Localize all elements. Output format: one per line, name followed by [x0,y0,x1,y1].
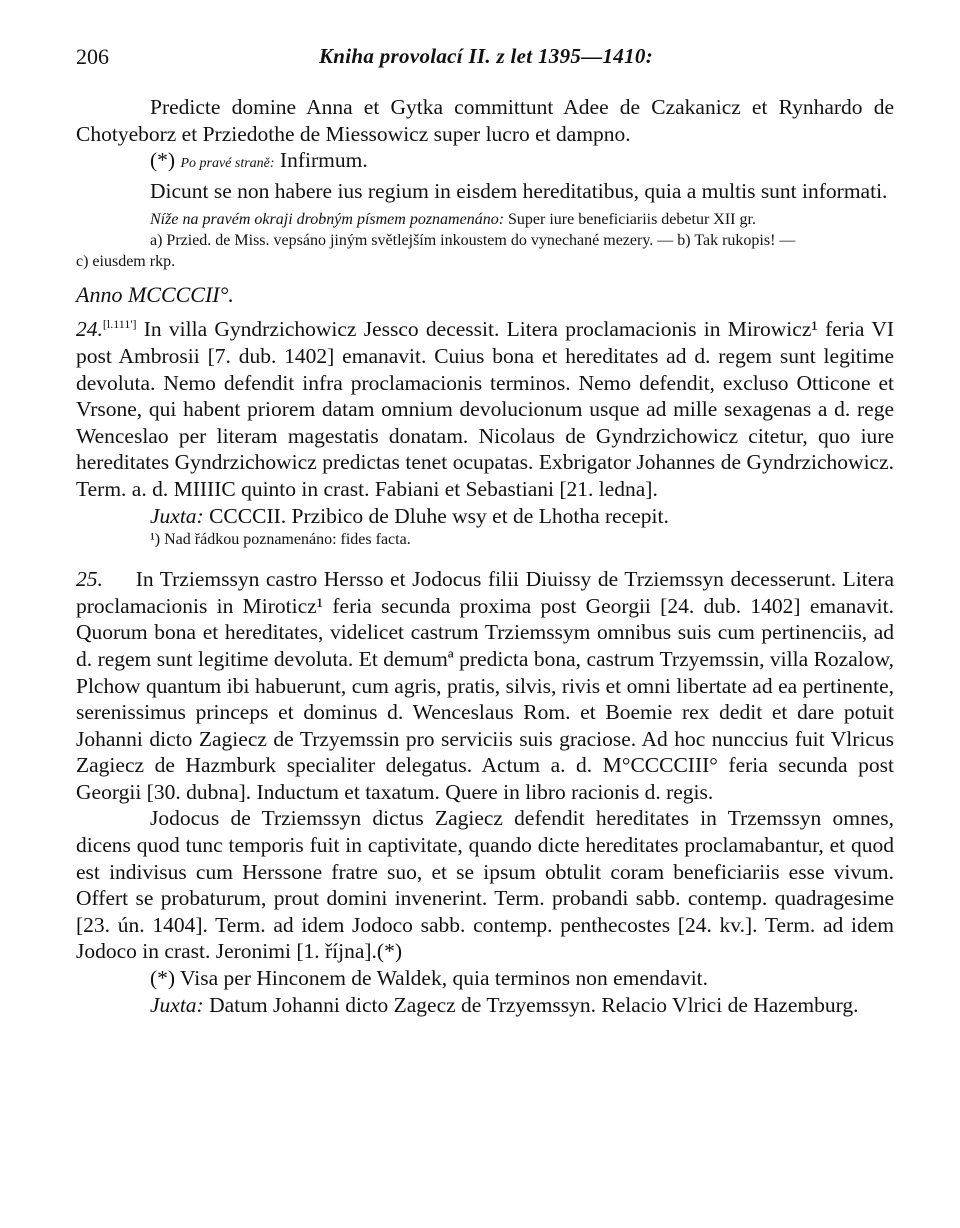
footnote-line-2: a) Przied. de Miss. vepsáno jiným světlejším inkoustem do vynechané mezery. — b) Tak rukopis! — [150,232,796,250]
entry-25 [76,566,894,805]
entry-25-juxta [76,992,894,1019]
entry-text: In Trziemssyn castro Hersso et Jodocus filii Diuissy de Trziemssyn decesserunt. Litera proclamacionis in Miroticz¹ feria secunda proxima post Georgii [24. dub. 1402] emanavit. Quorum bona et hereditates, videlicet castrum Trziemssym omnibus suis cum pertinenciis, ad d. regem sunt legitime devoluta. Et demumª predicta bona, castrum Trzyemssin, villa Rozalow, Plchow quantum ibi habuerunt, cum agris, pratis, silvis, rivis et omni libertate ad ea pertinente, serenissimus princeps et dominus d. Wenceslaus Rom. et Boemie rex dedit et dare potuit Johanni dicto Zagiecz de Trzyemssin pro serviciis suis graciose. Ad hoc nunccius fuit Vlricus Zagiecz de Hazmburk specialiter delegatus. Actum a. d. M°CCCCIII° feria secunda post Georgii [30. dubna]. Inductum et taxatum. Quere in libro racionis d. regis. [76,567,894,804]
folio-ref: [l.111'] [102,317,137,332]
juxta-text: CCCCII. Przibico de Dluhe wsy et de Lhotha recepit. [209,503,669,528]
paragraph-infirmum [76,147,894,178]
year-heading: Anno MCCCCII°. [76,282,234,308]
margin-note-text: Infirmum. [279,148,368,173]
entry-text: In villa Gyndrzichowicz Jessco decessit. Litera proclamacionis in Mirowicz¹ feria VI post Ambrosii [7. dub. 1402] emanavit. Cuius bona et hereditates ad d. regem sunt legitime devoluta. Nemo defendit infra proclamacionis terminos. Nemo defendit, excluso Otticone et Vrsone, qui habent priorem datam omnium devolucionum usque ad mille sexagenas a d. rege Wenceslao per literam magestatis donatam. Nicolaus de Gyndrzichowicz citetur, quo iure hereditates Gyndrzichowicz predictas tenet ocupatas. Exbrigator Johannes de Gyndrzichowicz. Term. a. d. MIIIIC quinto in crast. Fabiani et Sebastiani [21. ledna]. [76,317,895,501]
paragraph-committunt: Predicte domine Anna et Gytka committunt Adee de Czakanicz et Rynhardo de Chotyeborz et Prziedothe de Miessowicz super lucro et dampno. [76,95,894,146]
paragraph-dicunt: Dicunt se non habere ius regium in eisdem hereditatibus, quia a multis sunt informati. [150,178,888,203]
entry-25-note: (*) Visa per Hinconem de Waldek, quia terminos non emendavit. [150,966,709,991]
juxta-label: Juxta: [150,503,204,528]
entry-24-footnote: ¹) Nad řádkou poznamenáno: fides facta. [150,531,411,549]
entry-24-juxta [76,503,894,530]
page-body [76,94,894,1018]
entry-25-defense: Jodocus de Trziemssyn dictus Zagiecz defendit hereditates in Trzemssyn omnes, dicens quod tunc temporis fuit in captivitate, quando dicte hereditates proclamabantur, et quod est indivisus cum Herssone fratre suo, et se ipsum obtulit coram beneficiariis esse vivum. Offert se probaturum, prout domini invenerint. Term. probandi sabb. contemp. quadragesime [23. ún. 1404]. Term. ad idem Jodoco sabb. contemp. penthecostes [24. kv.]. Term. ad idem Jodoco in crast. Jeronimi [1. října].(*) [76,806,894,964]
juxta-text: Datum Johanni dicto Zagecz de Trzyemssyn. Relacio Vlrici de Hazemburg. [209,992,859,1017]
entry-24 [76,316,894,502]
entry-number: 25. [76,567,103,592]
footnote-line-1 [76,209,894,230]
footnote-line-3: c) eiusdem rkp. [76,253,176,271]
page-number: 206 [76,44,109,69]
entry-number: 24. [76,317,103,342]
page-header [76,44,896,74]
note-marker: (*) [150,148,176,173]
margin-note-label: Po pravé straně: [180,156,275,172]
running-title: Kniha provolací II. z let 1395—1410: [319,44,653,68]
footnote-italic: Níže na pravém okraji drobným písmem poznamenáno: [150,211,505,229]
juxta-label: Juxta: [150,992,204,1017]
footnote-text: Super iure beneficiariis debetur XII gr. [508,211,756,229]
